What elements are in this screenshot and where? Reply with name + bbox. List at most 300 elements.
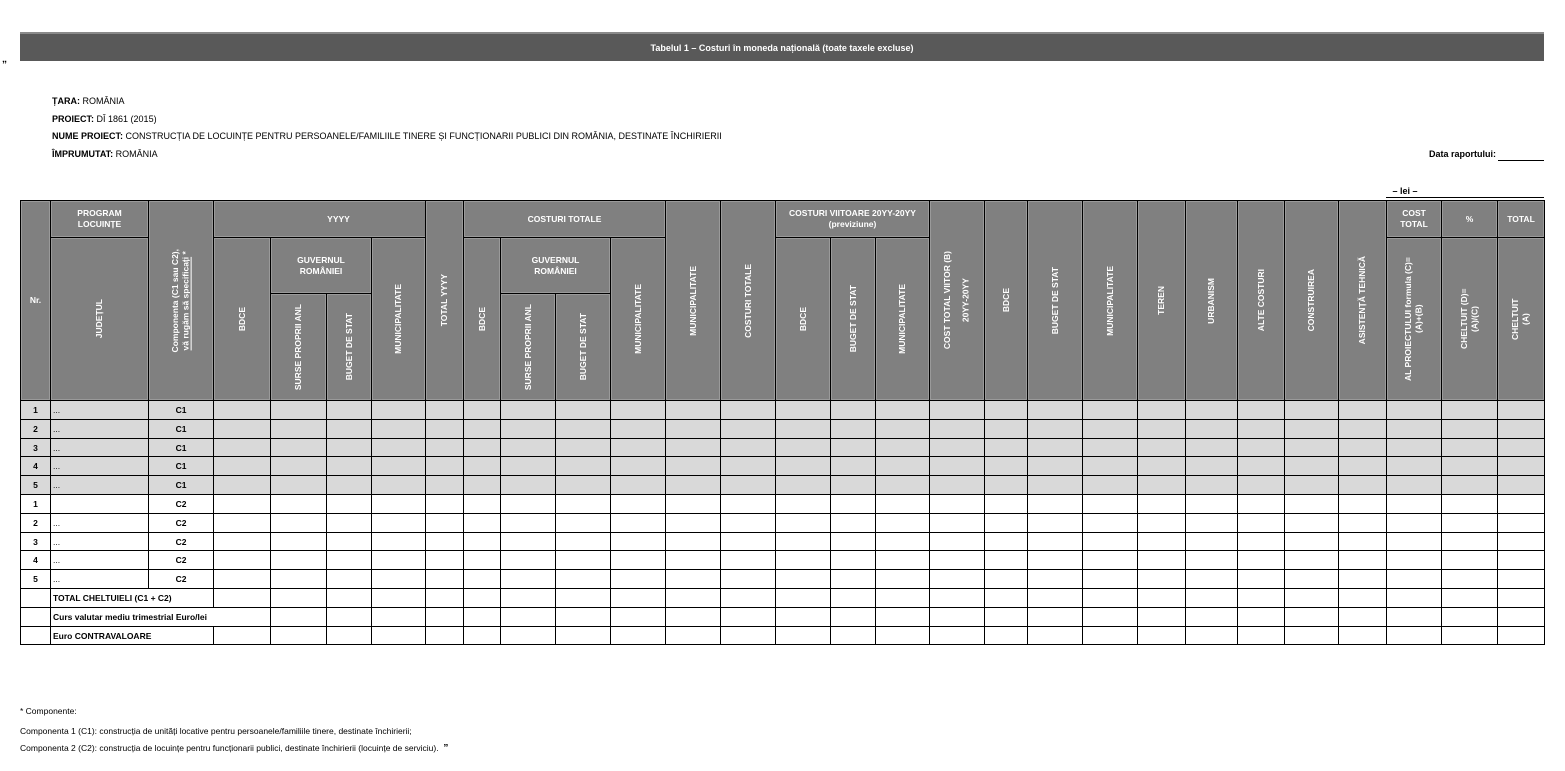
- row-value-cell[interactable]: [1441, 550, 1498, 570]
- row-value-cell[interactable]: [425, 400, 464, 420]
- row-value-cell[interactable]: [555, 419, 611, 439]
- row-value-cell[interactable]: [555, 494, 611, 514]
- row-value-cell[interactable]: [984, 569, 1028, 589]
- row-value-cell[interactable]: [500, 456, 556, 476]
- summary-value-cell[interactable]: [1497, 588, 1545, 608]
- row-value-cell[interactable]: [1185, 513, 1238, 533]
- row-value-cell[interactable]: [875, 532, 930, 551]
- summary-value-cell[interactable]: [371, 626, 426, 645]
- row-value-cell[interactable]: [326, 569, 372, 589]
- summary-value-cell[interactable]: [875, 626, 930, 645]
- row-value-cell[interactable]: [720, 569, 776, 589]
- summary-value-cell[interactable]: [1082, 588, 1138, 608]
- row-value-cell[interactable]: [555, 438, 611, 457]
- row-value-cell[interactable]: [270, 569, 327, 589]
- row-value-cell[interactable]: [720, 456, 776, 476]
- summary-value-cell[interactable]: [371, 588, 426, 608]
- row-value-cell[interactable]: [1137, 419, 1186, 439]
- row-judet[interactable]: [50, 419, 149, 439]
- summary-value-cell[interactable]: [213, 588, 271, 608]
- row-value-cell[interactable]: [425, 419, 464, 439]
- row-value-cell[interactable]: [1386, 494, 1442, 514]
- row-judet[interactable]: [50, 550, 149, 570]
- row-value-cell[interactable]: [500, 438, 556, 457]
- summary-value-cell[interactable]: [326, 607, 372, 627]
- summary-value-cell[interactable]: [555, 588, 611, 608]
- row-value-cell[interactable]: [1497, 550, 1545, 570]
- row-value-cell[interactable]: [270, 550, 327, 570]
- summary-value-cell[interactable]: [500, 588, 556, 608]
- row-value-cell[interactable]: [1386, 550, 1442, 570]
- summary-value-cell[interactable]: [775, 588, 831, 608]
- summary-value-cell[interactable]: [1338, 588, 1387, 608]
- row-value-cell[interactable]: [1082, 438, 1138, 457]
- summary-value-cell[interactable]: [875, 588, 930, 608]
- row-value-cell[interactable]: [555, 513, 611, 533]
- row-value-cell[interactable]: [213, 475, 271, 495]
- row-value-cell[interactable]: [1386, 532, 1442, 551]
- row-value-cell[interactable]: [500, 494, 556, 514]
- summary-value-cell[interactable]: [720, 588, 776, 608]
- summary-value-cell[interactable]: [270, 607, 327, 627]
- row-value-cell[interactable]: [775, 419, 831, 439]
- row-value-cell[interactable]: [1137, 513, 1186, 533]
- row-value-cell[interactable]: [371, 550, 426, 570]
- summary-value-cell[interactable]: [720, 607, 776, 627]
- row-value-cell[interactable]: [830, 532, 876, 551]
- row-value-cell[interactable]: [610, 569, 666, 589]
- row-value-cell[interactable]: [270, 532, 327, 551]
- row-value-cell[interactable]: [1284, 419, 1339, 439]
- row-value-cell[interactable]: [1338, 494, 1387, 514]
- row-value-cell[interactable]: [425, 569, 464, 589]
- row-value-cell[interactable]: [1338, 456, 1387, 476]
- row-value-cell[interactable]: [830, 550, 876, 570]
- row-value-cell[interactable]: [1386, 419, 1442, 439]
- row-value-cell[interactable]: [213, 438, 271, 457]
- summary-value-cell[interactable]: [929, 626, 985, 645]
- summary-value-cell[interactable]: [929, 588, 985, 608]
- row-value-cell[interactable]: [610, 532, 666, 551]
- row-value-cell[interactable]: [1082, 513, 1138, 533]
- row-value-cell[interactable]: [929, 513, 985, 533]
- row-value-cell[interactable]: [1284, 438, 1339, 457]
- summary-value-cell[interactable]: [1137, 607, 1186, 627]
- summary-value-cell[interactable]: [1386, 588, 1442, 608]
- row-value-cell[interactable]: [425, 494, 464, 514]
- summary-value-cell[interactable]: [665, 588, 721, 608]
- row-value-cell[interactable]: [1027, 456, 1083, 476]
- row-value-cell[interactable]: [371, 569, 426, 589]
- summary-value-cell[interactable]: [1185, 626, 1238, 645]
- row-value-cell[interactable]: [270, 400, 327, 420]
- row-value-cell[interactable]: [1027, 419, 1083, 439]
- summary-value-cell[interactable]: [1441, 588, 1498, 608]
- row-value-cell[interactable]: [1237, 569, 1285, 589]
- row-value-cell[interactable]: [775, 400, 831, 420]
- row-value-cell[interactable]: [1441, 475, 1498, 495]
- row-value-cell[interactable]: [1338, 475, 1387, 495]
- row-value-cell[interactable]: [326, 419, 372, 439]
- row-value-cell[interactable]: [665, 550, 721, 570]
- row-value-cell[interactable]: [875, 456, 930, 476]
- row-value-cell[interactable]: [720, 494, 776, 514]
- row-value-cell[interactable]: [270, 475, 327, 495]
- row-value-cell[interactable]: [500, 550, 556, 570]
- row-value-cell[interactable]: [984, 494, 1028, 514]
- summary-value-cell[interactable]: [1137, 626, 1186, 645]
- row-value-cell[interactable]: [1185, 419, 1238, 439]
- row-value-cell[interactable]: [1386, 456, 1442, 476]
- row-value-cell[interactable]: [929, 550, 985, 570]
- row-value-cell[interactable]: [1137, 569, 1186, 589]
- row-value-cell[interactable]: [610, 400, 666, 420]
- row-value-cell[interactable]: [830, 513, 876, 533]
- row-value-cell[interactable]: [1185, 475, 1238, 495]
- row-value-cell[interactable]: [213, 550, 271, 570]
- summary-value-cell[interactable]: [775, 626, 831, 645]
- summary-value-cell[interactable]: [1237, 588, 1285, 608]
- row-value-cell[interactable]: [1338, 550, 1387, 570]
- summary-value-cell[interactable]: [1082, 626, 1138, 645]
- row-value-cell[interactable]: [1027, 475, 1083, 495]
- row-value-cell[interactable]: [775, 569, 831, 589]
- row-value-cell[interactable]: [371, 400, 426, 420]
- summary-value-cell[interactable]: [1284, 588, 1339, 608]
- row-value-cell[interactable]: [463, 494, 501, 514]
- summary-value-cell[interactable]: [1284, 626, 1339, 645]
- row-value-cell[interactable]: [610, 438, 666, 457]
- row-value-cell[interactable]: [665, 456, 721, 476]
- row-value-cell[interactable]: [555, 456, 611, 476]
- row-value-cell[interactable]: [875, 494, 930, 514]
- row-value-cell[interactable]: [665, 494, 721, 514]
- row-value-cell[interactable]: [1497, 419, 1545, 439]
- row-value-cell[interactable]: [1284, 475, 1339, 495]
- summary-value-cell[interactable]: [610, 607, 666, 627]
- row-value-cell[interactable]: [326, 400, 372, 420]
- row-value-cell[interactable]: [830, 438, 876, 457]
- row-value-cell[interactable]: [1185, 494, 1238, 514]
- summary-value-cell[interactable]: [1185, 607, 1238, 627]
- row-value-cell[interactable]: [463, 550, 501, 570]
- row-value-cell[interactable]: [425, 513, 464, 533]
- row-value-cell[interactable]: [610, 456, 666, 476]
- row-value-cell[interactable]: [929, 475, 985, 495]
- summary-value-cell[interactable]: [500, 626, 556, 645]
- row-value-cell[interactable]: [270, 513, 327, 533]
- row-value-cell[interactable]: [425, 475, 464, 495]
- summary-value-cell[interactable]: [1027, 588, 1083, 608]
- summary-value-cell[interactable]: [371, 607, 426, 627]
- row-value-cell[interactable]: [1441, 513, 1498, 533]
- row-value-cell[interactable]: [500, 569, 556, 589]
- row-value-cell[interactable]: [1237, 438, 1285, 457]
- summary-value-cell[interactable]: [610, 588, 666, 608]
- row-value-cell[interactable]: [326, 475, 372, 495]
- row-value-cell[interactable]: [984, 475, 1028, 495]
- row-value-cell[interactable]: [929, 532, 985, 551]
- row-value-cell[interactable]: [1441, 532, 1498, 551]
- row-value-cell[interactable]: [1027, 569, 1083, 589]
- row-value-cell[interactable]: [720, 438, 776, 457]
- summary-value-cell[interactable]: [984, 588, 1028, 608]
- summary-value-cell[interactable]: [1185, 588, 1238, 608]
- row-value-cell[interactable]: [371, 532, 426, 551]
- row-value-cell[interactable]: [1386, 400, 1442, 420]
- summary-value-cell[interactable]: [665, 626, 721, 645]
- row-value-cell[interactable]: [610, 419, 666, 439]
- row-value-cell[interactable]: [326, 438, 372, 457]
- row-value-cell[interactable]: [1082, 456, 1138, 476]
- summary-value-cell[interactable]: [984, 626, 1028, 645]
- row-value-cell[interactable]: [213, 494, 271, 514]
- row-value-cell[interactable]: [1027, 513, 1083, 533]
- row-value-cell[interactable]: [555, 550, 611, 570]
- row-value-cell[interactable]: [1441, 438, 1498, 457]
- row-value-cell[interactable]: [929, 494, 985, 514]
- row-value-cell[interactable]: [1137, 456, 1186, 476]
- row-value-cell[interactable]: [213, 456, 271, 476]
- row-value-cell[interactable]: [775, 494, 831, 514]
- row-value-cell[interactable]: [830, 400, 876, 420]
- row-value-cell[interactable]: [555, 532, 611, 551]
- row-value-cell[interactable]: [984, 513, 1028, 533]
- row-value-cell[interactable]: [1441, 400, 1498, 420]
- row-value-cell[interactable]: [326, 494, 372, 514]
- row-value-cell[interactable]: [555, 400, 611, 420]
- row-value-cell[interactable]: [463, 569, 501, 589]
- row-value-cell[interactable]: [775, 456, 831, 476]
- row-judet[interactable]: [50, 475, 149, 495]
- row-value-cell[interactable]: [371, 513, 426, 533]
- row-value-cell[interactable]: [1497, 475, 1545, 495]
- row-value-cell[interactable]: [610, 550, 666, 570]
- summary-value-cell[interactable]: [984, 607, 1028, 627]
- row-value-cell[interactable]: [1441, 456, 1498, 476]
- row-value-cell[interactable]: [1237, 419, 1285, 439]
- row-value-cell[interactable]: [720, 400, 776, 420]
- summary-value-cell[interactable]: [463, 626, 501, 645]
- row-value-cell[interactable]: [463, 419, 501, 439]
- summary-value-cell[interactable]: [1497, 607, 1545, 627]
- row-value-cell[interactable]: [1284, 550, 1339, 570]
- summary-value-cell[interactable]: [929, 607, 985, 627]
- row-value-cell[interactable]: [213, 513, 271, 533]
- summary-value-cell[interactable]: [720, 626, 776, 645]
- summary-value-cell[interactable]: [775, 607, 831, 627]
- row-value-cell[interactable]: [1137, 400, 1186, 420]
- row-value-cell[interactable]: [665, 438, 721, 457]
- row-value-cell[interactable]: [1386, 475, 1442, 495]
- row-value-cell[interactable]: [1137, 475, 1186, 495]
- row-value-cell[interactable]: [371, 419, 426, 439]
- row-value-cell[interactable]: [1497, 438, 1545, 457]
- row-value-cell[interactable]: [1284, 569, 1339, 589]
- row-value-cell[interactable]: [1027, 550, 1083, 570]
- row-value-cell[interactable]: [1338, 513, 1387, 533]
- row-value-cell[interactable]: [775, 513, 831, 533]
- summary-value-cell[interactable]: [270, 626, 327, 645]
- row-value-cell[interactable]: [1082, 419, 1138, 439]
- row-value-cell[interactable]: [775, 550, 831, 570]
- row-value-cell[interactable]: [463, 438, 501, 457]
- row-value-cell[interactable]: [830, 494, 876, 514]
- row-value-cell[interactable]: [984, 438, 1028, 457]
- row-judet[interactable]: [50, 400, 149, 420]
- summary-value-cell[interactable]: [610, 626, 666, 645]
- summary-value-cell[interactable]: [1027, 607, 1083, 627]
- row-value-cell[interactable]: [929, 438, 985, 457]
- row-value-cell[interactable]: [1082, 475, 1138, 495]
- row-value-cell[interactable]: [1185, 400, 1238, 420]
- row-value-cell[interactable]: [984, 550, 1028, 570]
- summary-value-cell[interactable]: [555, 607, 611, 627]
- row-value-cell[interactable]: [463, 513, 501, 533]
- row-value-cell[interactable]: [775, 532, 831, 551]
- summary-value-cell[interactable]: [500, 607, 556, 627]
- row-value-cell[interactable]: [1441, 494, 1498, 514]
- row-value-cell[interactable]: [875, 569, 930, 589]
- summary-value-cell[interactable]: [555, 626, 611, 645]
- row-value-cell[interactable]: [1386, 513, 1442, 533]
- row-value-cell[interactable]: [875, 400, 930, 420]
- summary-value-cell[interactable]: [830, 626, 876, 645]
- summary-value-cell[interactable]: [425, 588, 464, 608]
- row-judet[interactable]: [50, 494, 149, 514]
- row-value-cell[interactable]: [775, 438, 831, 457]
- row-value-cell[interactable]: [929, 419, 985, 439]
- row-value-cell[interactable]: [1338, 419, 1387, 439]
- row-value-cell[interactable]: [326, 532, 372, 551]
- summary-value-cell[interactable]: [1386, 607, 1442, 627]
- row-value-cell[interactable]: [610, 475, 666, 495]
- row-value-cell[interactable]: [1237, 532, 1285, 551]
- row-value-cell[interactable]: [665, 532, 721, 551]
- row-value-cell[interactable]: [500, 475, 556, 495]
- row-judet[interactable]: [50, 532, 149, 551]
- row-value-cell[interactable]: [875, 419, 930, 439]
- summary-value-cell[interactable]: [1441, 607, 1498, 627]
- row-value-cell[interactable]: [371, 494, 426, 514]
- row-value-cell[interactable]: [1137, 494, 1186, 514]
- row-value-cell[interactable]: [665, 400, 721, 420]
- row-value-cell[interactable]: [500, 513, 556, 533]
- summary-value-cell[interactable]: [1441, 626, 1498, 645]
- row-value-cell[interactable]: [463, 456, 501, 476]
- row-value-cell[interactable]: [720, 475, 776, 495]
- row-value-cell[interactable]: [1237, 456, 1285, 476]
- row-value-cell[interactable]: [830, 456, 876, 476]
- row-value-cell[interactable]: [371, 475, 426, 495]
- row-value-cell[interactable]: [1237, 513, 1285, 533]
- summary-value-cell[interactable]: [1338, 607, 1387, 627]
- row-value-cell[interactable]: [1082, 400, 1138, 420]
- row-value-cell[interactable]: [463, 400, 501, 420]
- summary-value-cell[interactable]: [1284, 607, 1339, 627]
- row-value-cell[interactable]: [875, 438, 930, 457]
- summary-value-cell[interactable]: [1082, 607, 1138, 627]
- row-value-cell[interactable]: [425, 438, 464, 457]
- row-value-cell[interactable]: [1386, 438, 1442, 457]
- row-value-cell[interactable]: [326, 456, 372, 476]
- summary-value-cell[interactable]: [326, 588, 372, 608]
- row-value-cell[interactable]: [1237, 400, 1285, 420]
- row-value-cell[interactable]: [213, 569, 271, 589]
- row-value-cell[interactable]: [270, 438, 327, 457]
- row-value-cell[interactable]: [1027, 438, 1083, 457]
- summary-value-cell[interactable]: [463, 588, 501, 608]
- row-value-cell[interactable]: [1185, 532, 1238, 551]
- row-value-cell[interactable]: [270, 494, 327, 514]
- row-value-cell[interactable]: [720, 419, 776, 439]
- row-judet[interactable]: [50, 513, 149, 533]
- row-value-cell[interactable]: [830, 419, 876, 439]
- summary-value-cell[interactable]: [425, 607, 464, 627]
- row-value-cell[interactable]: [875, 550, 930, 570]
- row-value-cell[interactable]: [1027, 400, 1083, 420]
- summary-value-cell[interactable]: [1027, 626, 1083, 645]
- row-judet[interactable]: [50, 456, 149, 476]
- row-judet[interactable]: [50, 438, 149, 457]
- row-value-cell[interactable]: [1027, 494, 1083, 514]
- row-value-cell[interactable]: [1137, 550, 1186, 570]
- row-value-cell[interactable]: [830, 475, 876, 495]
- row-value-cell[interactable]: [1338, 569, 1387, 589]
- summary-value-cell[interactable]: [270, 588, 327, 608]
- row-value-cell[interactable]: [555, 569, 611, 589]
- row-value-cell[interactable]: [500, 532, 556, 551]
- date-field[interactable]: [1498, 160, 1544, 161]
- row-value-cell[interactable]: [425, 550, 464, 570]
- row-value-cell[interactable]: [720, 532, 776, 551]
- row-value-cell[interactable]: [1027, 532, 1083, 551]
- row-value-cell[interactable]: [1284, 513, 1339, 533]
- row-value-cell[interactable]: [1338, 400, 1387, 420]
- row-value-cell[interactable]: [720, 550, 776, 570]
- row-value-cell[interactable]: [984, 532, 1028, 551]
- summary-value-cell[interactable]: [213, 626, 271, 645]
- row-value-cell[interactable]: [213, 419, 271, 439]
- row-value-cell[interactable]: [1082, 550, 1138, 570]
- row-value-cell[interactable]: [929, 569, 985, 589]
- summary-value-cell[interactable]: [1386, 626, 1442, 645]
- summary-value-cell[interactable]: [425, 626, 464, 645]
- row-value-cell[interactable]: [610, 513, 666, 533]
- row-judet[interactable]: [50, 569, 149, 589]
- row-value-cell[interactable]: [1338, 532, 1387, 551]
- row-value-cell[interactable]: [270, 419, 327, 439]
- summary-value-cell[interactable]: [875, 607, 930, 627]
- summary-value-cell[interactable]: [326, 626, 372, 645]
- summary-value-cell[interactable]: [1237, 626, 1285, 645]
- summary-value-cell[interactable]: [830, 607, 876, 627]
- summary-value-cell[interactable]: [463, 607, 501, 627]
- row-value-cell[interactable]: [984, 400, 1028, 420]
- row-value-cell[interactable]: [1185, 550, 1238, 570]
- summary-value-cell[interactable]: [665, 607, 721, 627]
- row-value-cell[interactable]: [720, 513, 776, 533]
- row-value-cell[interactable]: [1338, 438, 1387, 457]
- summary-value-cell[interactable]: [830, 588, 876, 608]
- row-value-cell[interactable]: [1497, 400, 1545, 420]
- row-value-cell[interactable]: [270, 456, 327, 476]
- row-value-cell[interactable]: [984, 419, 1028, 439]
- row-value-cell[interactable]: [425, 456, 464, 476]
- row-value-cell[interactable]: [665, 475, 721, 495]
- row-value-cell[interactable]: [929, 456, 985, 476]
- row-value-cell[interactable]: [1185, 569, 1238, 589]
